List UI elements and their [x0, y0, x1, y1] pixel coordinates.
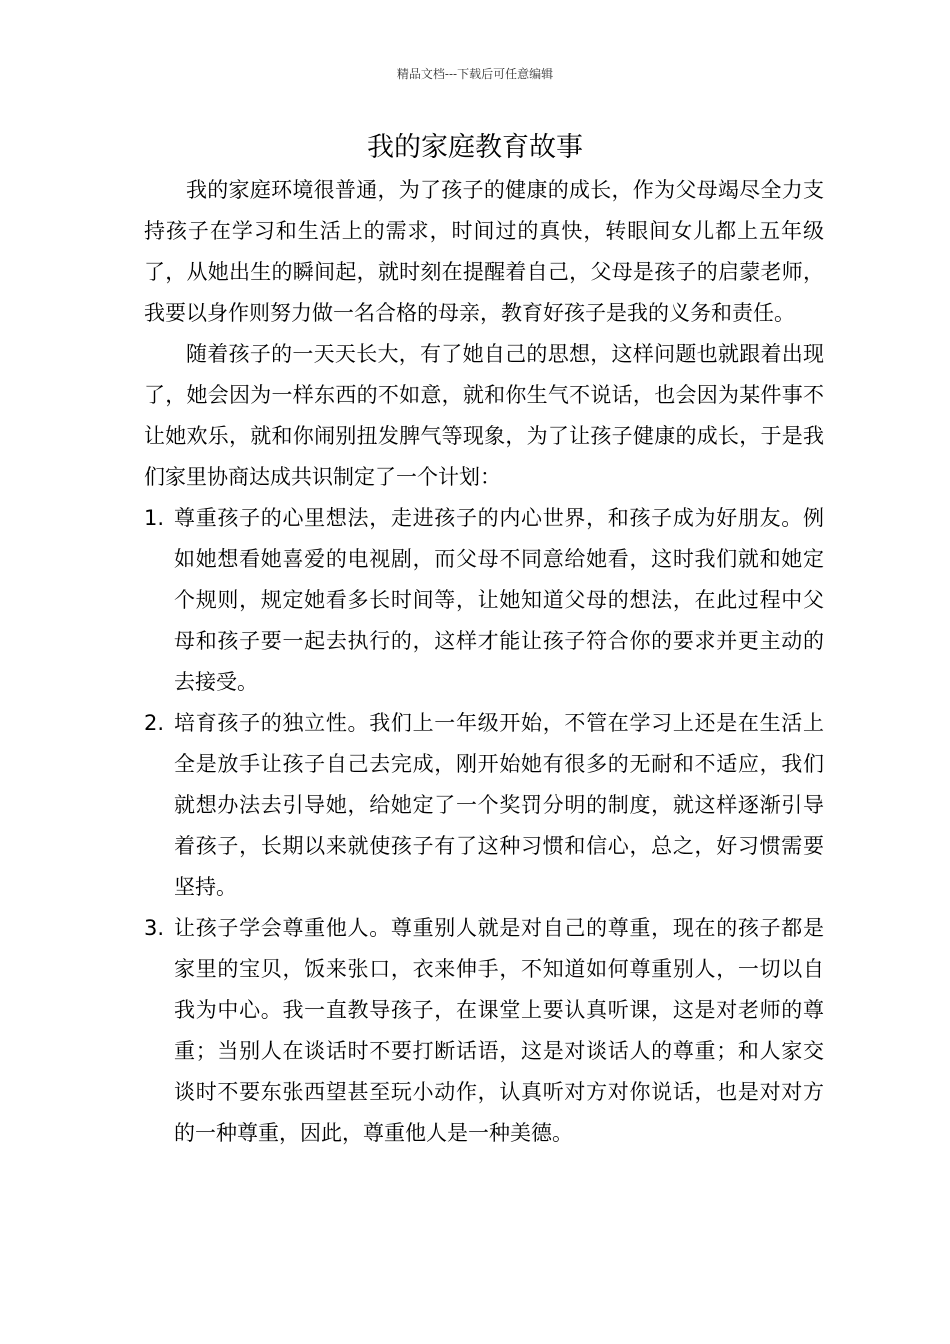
- paragraph-1: 我的家庭环境很普通，为了孩子的健康的成长，作为父母竭尽全力支持孩子在学习和生活上的需求，时间过的真快，转眼间女儿都上五年级了，从她出生的瞬间起，就时刻在提醒着自己，父母是孩子的启蒙老师，我要以身作则努力做一名合格的母亲，教育好孩子是我的义务和责任。: [144, 178, 824, 325]
- document-body: [144, 170, 824, 1154]
- list-item: [144, 908, 824, 1154]
- list-item: [144, 703, 824, 908]
- list-item-text: 尊重孩子的心里想法，走进孩子的内心世界，和孩子成为好朋友。例如她想看她喜爱的电视剧，而父母不同意给她看，这时我们就和她定个规则，规定她看多长时间等，让她知道父母的想法，在此过程中父母和孩子要一起去执行的，这样才能让孩子符合你的要求并更主动的去接受。: [174, 506, 824, 694]
- list-item-text: 培育孩子的独立性。我们上一年级开始，不管在学习上还是在生活上全是放手让孩子自己去完成，刚开始她有很多的无耐和不适应，我们就想办法去引导她，给她定了一个奖罚分明的制度，就这样逐渐引导着孩子，长期以来就使孩子有了这种习惯和信心，总之，好习惯需要坚持。: [174, 711, 824, 899]
- header-note: 精品文档---下载后可任意编辑: [396, 67, 554, 81]
- list-item-text: 让孩子学会尊重他人。尊重别人就是对自己的尊重，现在的孩子都是家里的宝贝，饭来张口，衣来伸手，不知道如何尊重别人，一切以自我为中心。我一直教导孩子，在课堂上要认真听课，这是对老师的尊重；当别人在谈话时不要打断话语，这是对谈话人的尊重；和人家交谈时不要东张西望甚至玩小动作，认真听对方对你说话，也是对对方的一种尊重，因此，尊重他人是一种美德。: [174, 916, 824, 1145]
- paragraph-2: 随着孩子的一天天长大，有了她自己的思想，这样问题也就跟着出现了，她会因为一样东西的不如意，就和你生气不说话，也会因为某件事不让她欢乐，就和你闹别扭发脾气等现象，为了让孩子健康的成长，于是我们家里协商达成共识制定了一个计划：: [144, 342, 824, 489]
- list-item-number: 2.: [144, 711, 165, 735]
- list-item-number: 3.: [144, 916, 165, 940]
- page-title: 我的家庭教育故事: [367, 132, 583, 163]
- plan-list: [144, 498, 824, 1154]
- list-item: [144, 498, 824, 703]
- list-item-number: 1.: [144, 506, 165, 530]
